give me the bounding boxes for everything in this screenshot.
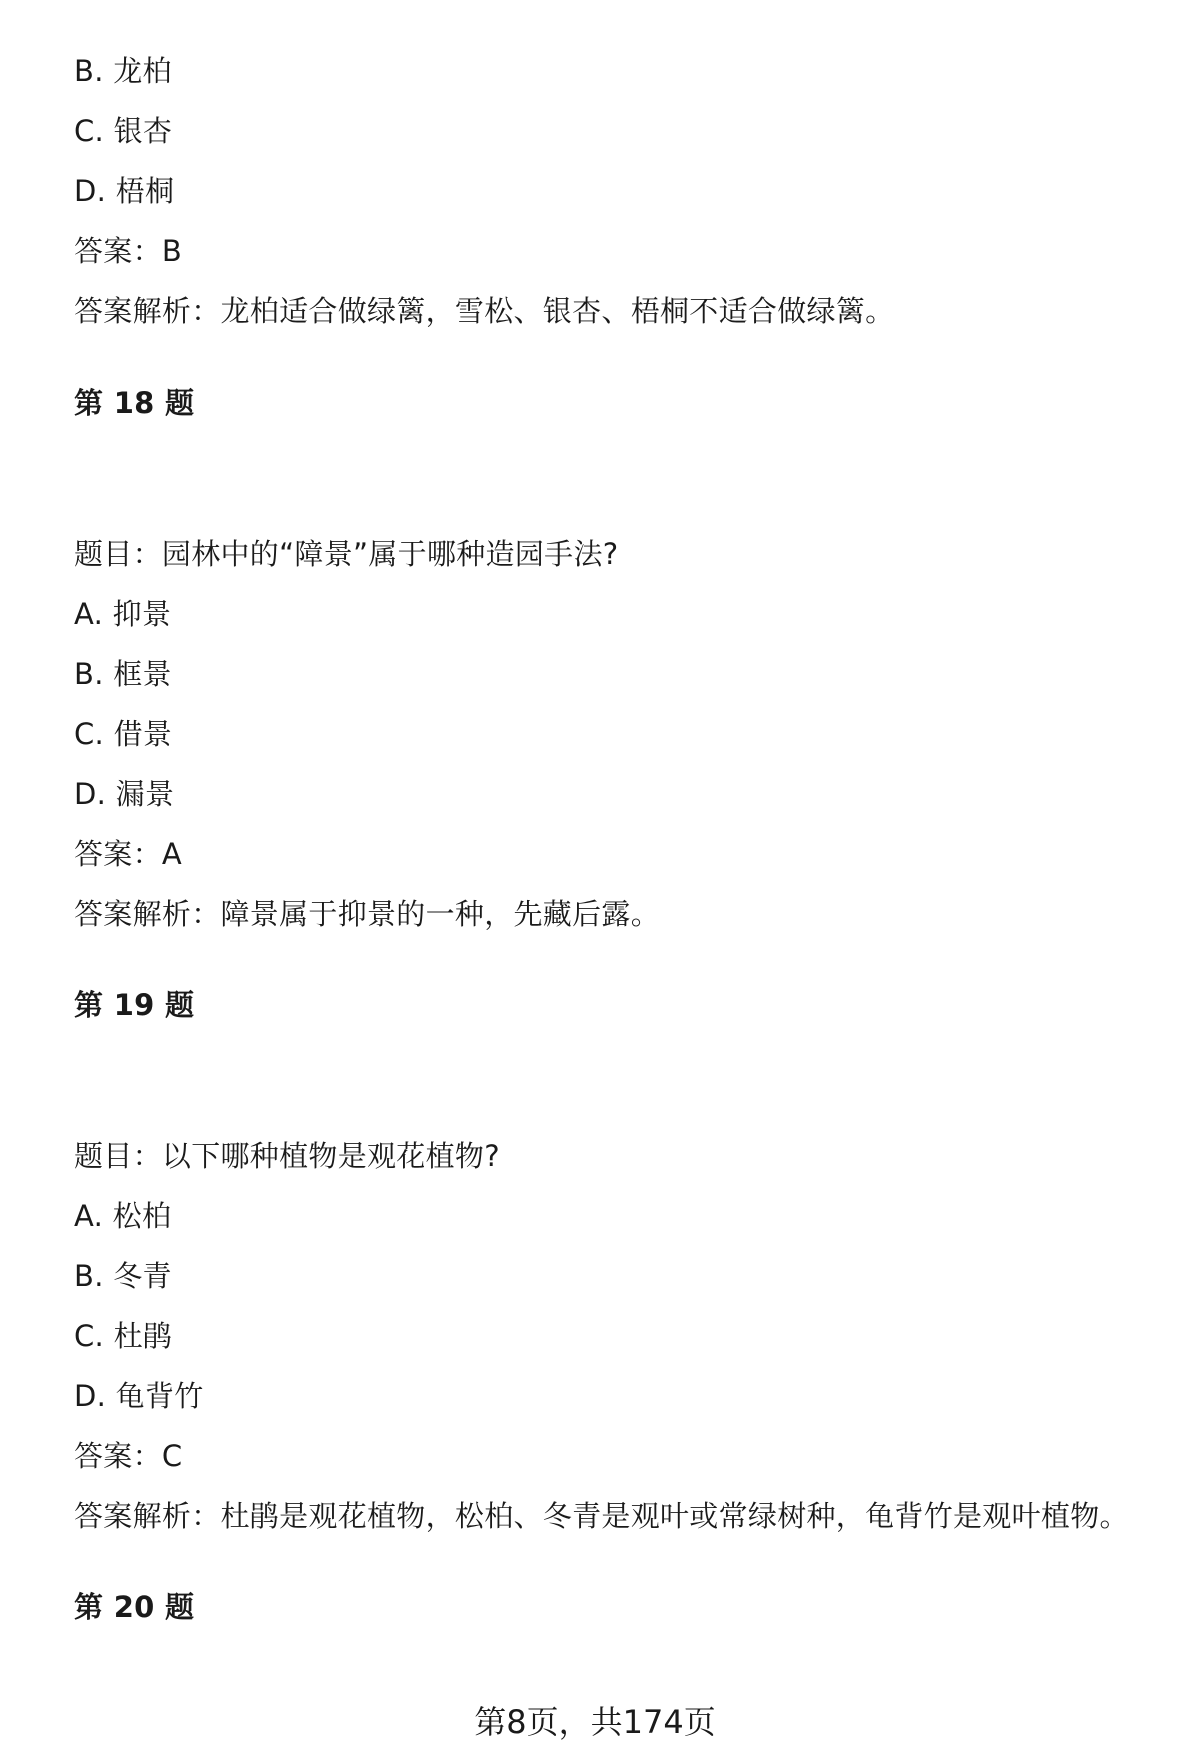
q18-explanation: 答案解析：障景属于抑景的一种，先藏后露。 — [74, 897, 661, 931]
q19-answer: 答案：C — [74, 1439, 183, 1473]
q18-option-d: D. 漏景 — [74, 777, 175, 811]
q18-question: 题目：园林中的“障景”属于哪种造园手法? — [74, 537, 619, 571]
q19-explanation: 答案解析：杜鹃是观花植物，松柏、冬青是观叶或常绿树种，龟背竹是观叶植物。 — [74, 1499, 1129, 1533]
q19-option-a: A. 松柏 — [74, 1199, 172, 1233]
q18-option-a: A. 抑景 — [74, 597, 172, 631]
q18-option-b: B. 框景 — [74, 657, 172, 691]
q19-question: 题目：以下哪种植物是观花植物? — [74, 1139, 500, 1173]
page-number-footer: 第8页，共174页 — [474, 1703, 716, 1741]
q19-option-b: B. 冬青 — [74, 1259, 172, 1293]
q19-option-d: D. 龟背竹 — [74, 1379, 204, 1413]
q18-option-c: C. 借景 — [74, 717, 173, 751]
q20-heading: 第 20 题 — [74, 1590, 195, 1624]
q17-explanation: 答案解析：龙柏适合做绿篱，雪松、银杏、梧桐不适合做绿篱。 — [74, 294, 895, 328]
q18-heading: 第 18 题 — [74, 386, 195, 420]
q18-answer: 答案：A — [74, 837, 183, 871]
q19-heading: 第 19 题 — [74, 988, 195, 1022]
q17-option-d: D. 梧桐 — [74, 174, 175, 208]
q17-option-b: B. 龙柏 — [74, 54, 172, 88]
q17-option-c: C. 银杏 — [74, 114, 173, 148]
q17-answer: 答案：B — [74, 234, 183, 268]
q19-option-c: C. 杜鹃 — [74, 1319, 173, 1353]
